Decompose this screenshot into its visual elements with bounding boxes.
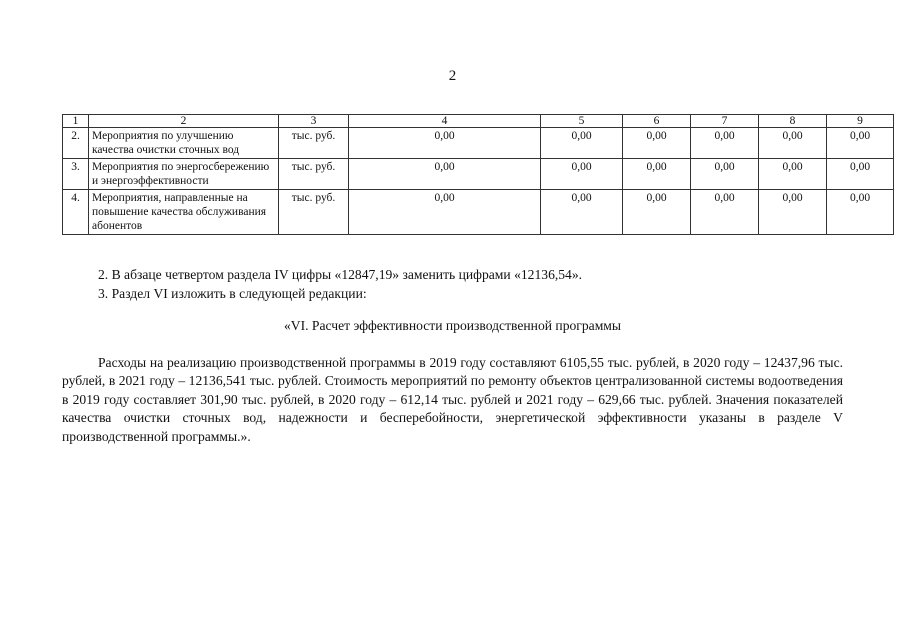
row-name: Мероприятия по улучшению качества очистки сточных вод bbox=[89, 128, 279, 159]
row-value: 0,00 bbox=[349, 128, 541, 159]
row-unit: тыс. руб. bbox=[279, 128, 349, 159]
amendment-paragraph-2: 2. В абзаце четвертом раздела IV цифры «12847,19» заменить цифрами «12136,54». bbox=[98, 267, 583, 282]
column-header: 6 bbox=[623, 115, 691, 128]
column-header: 8 bbox=[759, 115, 827, 128]
row-name: Мероприятия, направленные на повышение качества обслуживания абонентов bbox=[89, 190, 279, 235]
column-header: 5 bbox=[541, 115, 623, 128]
row-value: 0,00 bbox=[623, 190, 691, 235]
page-number: 2 bbox=[448, 68, 457, 84]
row-value: 0,00 bbox=[827, 190, 894, 235]
table-row bbox=[63, 190, 894, 235]
table-row bbox=[63, 159, 894, 190]
row-value: 0,00 bbox=[759, 128, 827, 159]
row-unit: тыс. руб. bbox=[279, 159, 349, 190]
row-value: 0,00 bbox=[349, 190, 541, 235]
row-number: 4. bbox=[63, 190, 89, 235]
row-number: 3. bbox=[63, 159, 89, 190]
row-value: 0,00 bbox=[541, 128, 623, 159]
table-row bbox=[63, 128, 894, 159]
row-value: 0,00 bbox=[541, 159, 623, 190]
column-header: 9 bbox=[827, 115, 894, 128]
column-header: 7 bbox=[691, 115, 759, 128]
row-value: 0,00 bbox=[691, 190, 759, 235]
section-body-text: Расходы на реализацию производственной программы в 2019 году составляют 6105,55 тыс. рублей, в 2020 году – 12437,96 тыс. рублей, в 2021 году – 12136,541 тыс. рублей. Стоимость мероприятий по ремонту объектов централизованной системы водоотведения в 2019 году составляет 301,90 тыс. рублей, в 2020 году – 612,14 тыс. рублей и 2021 году – 629,66 тыс. рублей. Значения показателей качества очистки сточных вод, надежности и бесперебойности, энергетической эффективности указаны в разделе V производственной программы.». bbox=[62, 355, 843, 444]
row-unit: тыс. руб. bbox=[279, 190, 349, 235]
row-name: Мероприятия по энергосбережению и энергоэффективности bbox=[89, 159, 279, 190]
row-value: 0,00 bbox=[827, 159, 894, 190]
column-header: 3 bbox=[279, 115, 349, 128]
row-value: 0,00 bbox=[349, 159, 541, 190]
program-table bbox=[62, 114, 894, 235]
row-value: 0,00 bbox=[623, 128, 691, 159]
row-value: 0,00 bbox=[759, 190, 827, 235]
column-header: 4 bbox=[349, 115, 541, 128]
section-title: «VI. Расчет эффективности производственной программы bbox=[283, 318, 622, 333]
row-value: 0,00 bbox=[623, 159, 691, 190]
row-value: 0,00 bbox=[827, 128, 894, 159]
row-value: 0,00 bbox=[691, 128, 759, 159]
table-header-row bbox=[63, 115, 894, 128]
row-value: 0,00 bbox=[541, 190, 623, 235]
amendment-paragraph-3: 3. Раздел VI изложить в следующей редакции: bbox=[98, 286, 367, 301]
row-number: 2. bbox=[63, 128, 89, 159]
row-value: 0,00 bbox=[759, 159, 827, 190]
column-header: 1 bbox=[63, 115, 89, 128]
row-value: 0,00 bbox=[691, 159, 759, 190]
column-header: 2 bbox=[89, 115, 279, 128]
